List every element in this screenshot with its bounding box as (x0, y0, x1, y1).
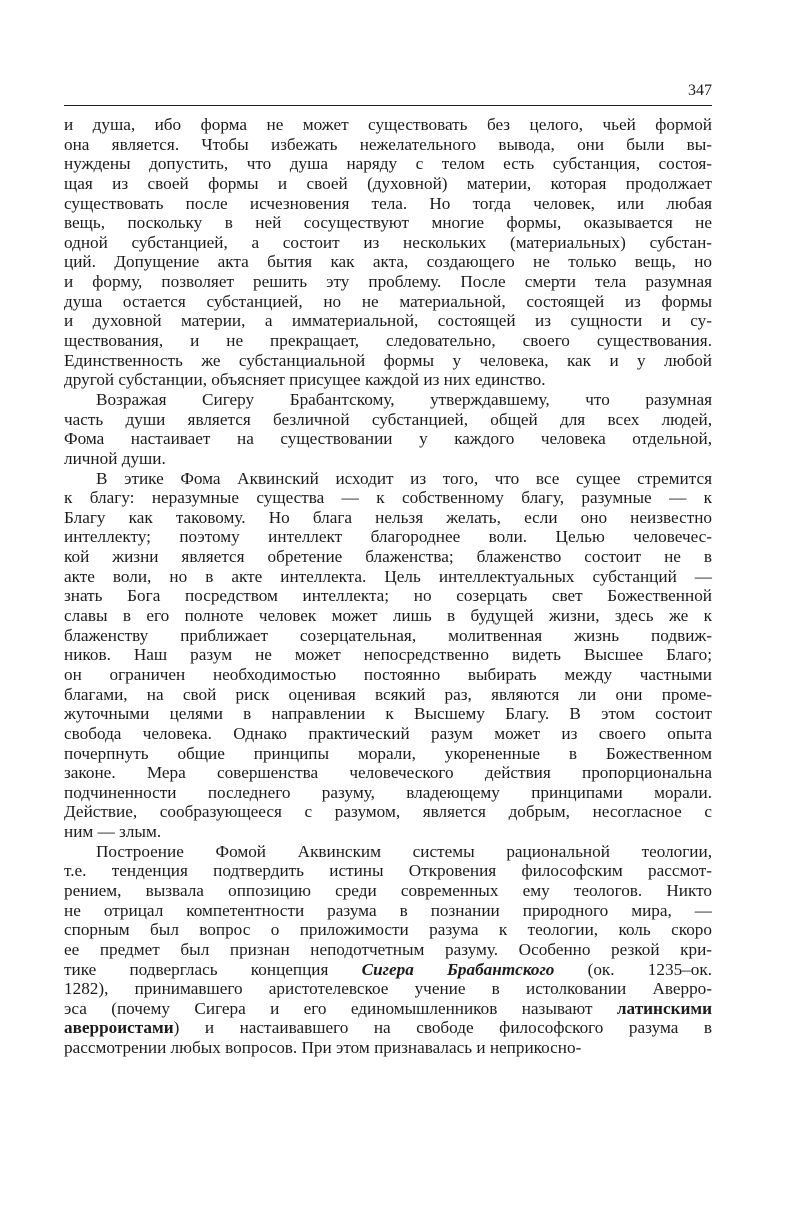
text-line (64, 370, 712, 390)
text-run: почерпнуть общие принципы морали, укорененные в Божественном (64, 743, 712, 763)
text-run: В этике Фома Аквинский исходит из того, что все сущее стремится (96, 468, 712, 488)
text-run: кой жизни является обретение блаженства; блаженство состоит не в (64, 547, 712, 567)
paragraph (64, 469, 712, 842)
text-line (64, 665, 712, 685)
text-run: спорным был вопрос о приложимости разума к теологии, коль скоро (64, 920, 712, 940)
text-run: к благу: неразумные существа — к собственному благу, разумные — к (64, 488, 712, 508)
text-line (64, 960, 712, 980)
text-line (64, 567, 712, 587)
text-run: подчиненности последнего разуму, владеющему принципами морали. (64, 782, 712, 802)
text-line (64, 645, 712, 665)
text-run: и душа, ибо форма не может существовать без целого, чьей формой (64, 115, 712, 134)
body-text (64, 115, 712, 1058)
text-line (64, 901, 712, 921)
text-line (64, 744, 712, 764)
text-line (64, 881, 712, 901)
text-run: Фома настаивает на существовании у каждого человека отдельной, (64, 429, 712, 449)
text-run: ществования, и не прекращает, следовательно, своего существования. (64, 331, 712, 351)
text-run: и форму, позволяет решить эту проблему. После смерти тела разумная (64, 272, 712, 292)
text-run: Единственность же субстанциальной формы у человека, как и у любой (64, 350, 712, 370)
text-line (64, 861, 712, 881)
text-run: не отрицал компетентности разума в познании природного мира, — (64, 900, 712, 920)
text-run: щая из своей формы и своей (духовной) материи, которая продолжает (64, 173, 712, 193)
text-line (64, 1038, 712, 1058)
text-run: интеллекту; поэтому интеллект благороднее воли. Целью человечес- (64, 527, 712, 547)
text-line (64, 1018, 712, 1038)
text-line (64, 547, 712, 567)
text-run: благами, на свой риск оценивая всякий раз, являются ли они проме- (64, 684, 712, 704)
text-run: Возражая Сигеру Брабантскому, утверждавшему, что разумная (96, 389, 712, 409)
bold-term: латинскими (616, 998, 712, 1018)
text-line (64, 488, 712, 508)
text-line (64, 626, 712, 646)
text-run: часть души является безличной субстанцией, общей для всех людей, (64, 409, 712, 429)
text-run: вещь, поскольку в ней сосуществуют многие формы, оказывается не (64, 213, 712, 233)
text-run: ников. Наш разум не может непосредственно видеть Высшее Благо; (64, 645, 712, 665)
text-run: душа остается субстанцией, но не материальной, состоящей из формы (64, 291, 712, 311)
text-run: т.е. тенденция подтвердить истины Откровения философским рассмот- (64, 861, 712, 881)
text-line (64, 213, 712, 233)
text-line (64, 194, 712, 214)
text-line (64, 763, 712, 783)
text-run: знать Бога посредством интеллекта; но созерцать свет Божественной (64, 586, 712, 606)
header-rule (64, 105, 712, 106)
text-line (64, 429, 712, 449)
text-run: Благу как таковому. Но блага нельзя желать, если оно неизвестно (64, 507, 712, 527)
text-run: нуждены допустить, что душа наряду с телом есть субстанция, состоя- (64, 154, 712, 174)
text-run: свобода человека. Однако практический разум может из своего опыта (64, 723, 712, 743)
text-line (64, 979, 712, 999)
text-line (64, 527, 712, 547)
text-line (64, 252, 712, 272)
text-line (64, 842, 712, 862)
text-run: 1282), принимавшего аристотелевское учение в истолковании Аверро- (64, 979, 712, 999)
text-run: славы в его полноте человек может лишь в будущей жизни, здесь же к (64, 606, 712, 626)
paragraph (64, 842, 712, 1058)
text-line (64, 685, 712, 705)
text-run: ) и настаивавшего на свободе философского разума в (173, 1018, 712, 1038)
text-line (64, 802, 712, 822)
text-line (64, 508, 712, 528)
text-run: ее предмет был признан неподотчетным разуму. Особенно резкой кри- (64, 939, 712, 959)
text-run: другой субстанции, объясняет присущее каждой из них единство. (64, 370, 546, 390)
text-run: рением, вызвала оппозицию среди современных ему теологов. Никто (64, 880, 712, 900)
text-run: тике подверглась концепция (64, 959, 362, 979)
text-line (64, 331, 712, 351)
text-run: эса (почему Сигера и его единомышленников называют (64, 998, 617, 1018)
text-run: Действие, сообразующееся с разумом, является добрым, несогласное с (64, 802, 712, 822)
text-run: она является. Чтобы избежать нежелательного вывода, они были вы- (64, 134, 712, 154)
text-run: Построение Фомой Аквинским системы рациональной теологии, (96, 841, 712, 861)
text-run: (ок. 1235–ок. (554, 959, 712, 979)
text-line (64, 135, 712, 155)
text-run: личной души. (64, 448, 166, 468)
text-line (64, 272, 712, 292)
text-run: и духовной материи, а имматериальной, состоящей из сущности и су- (64, 311, 712, 331)
paragraph (64, 115, 712, 390)
text-line (64, 390, 712, 410)
text-line (64, 724, 712, 744)
text-line (64, 311, 712, 331)
text-line (64, 999, 712, 1019)
page-number: 347 (688, 82, 712, 99)
text-line (64, 351, 712, 371)
text-line (64, 586, 712, 606)
bold-term: аверроистами (64, 1018, 174, 1038)
text-line (64, 606, 712, 626)
text-line (64, 940, 712, 960)
text-line (64, 115, 712, 135)
text-line (64, 292, 712, 312)
text-line (64, 233, 712, 253)
text-run: одной субстанцией, а состоит из нескольких (материальных) субстан- (64, 232, 712, 252)
text-line (64, 469, 712, 489)
text-line (64, 704, 712, 724)
text-run: существовать после исчезновения тела. Но тогда человек, или любая (64, 193, 712, 213)
text-line (64, 154, 712, 174)
text-run: жуточными целями в направлении к Высшему Благу. В этом состоит (64, 704, 712, 724)
text-run: ним — злым. (64, 822, 162, 842)
text-line (64, 410, 712, 430)
text-run: он ограничен необходимостью постоянно выбирать между частными (64, 664, 712, 684)
text-line (64, 822, 712, 842)
emphasized-name: Сигера Брабантского (361, 959, 555, 979)
text-run: ций. Допущение акта бытия как акта, создающего не только вещь, но (64, 252, 712, 272)
text-line (64, 920, 712, 940)
text-run: законе. Мера совершенства человеческого действия пропорциональна (64, 763, 712, 783)
text-run: акте воли, но в акте интеллекта. Цель интеллектуальных субстанций — (64, 566, 712, 586)
text-run: блаженству приближает созерцательная, молитвенная жизнь подвиж- (64, 625, 712, 645)
text-line (64, 449, 712, 469)
text-line (64, 174, 712, 194)
paragraph (64, 390, 712, 469)
text-line (64, 783, 712, 803)
text-run: рассмотрении любых вопросов. При этом признавалась и неприкосно- (64, 1038, 582, 1058)
